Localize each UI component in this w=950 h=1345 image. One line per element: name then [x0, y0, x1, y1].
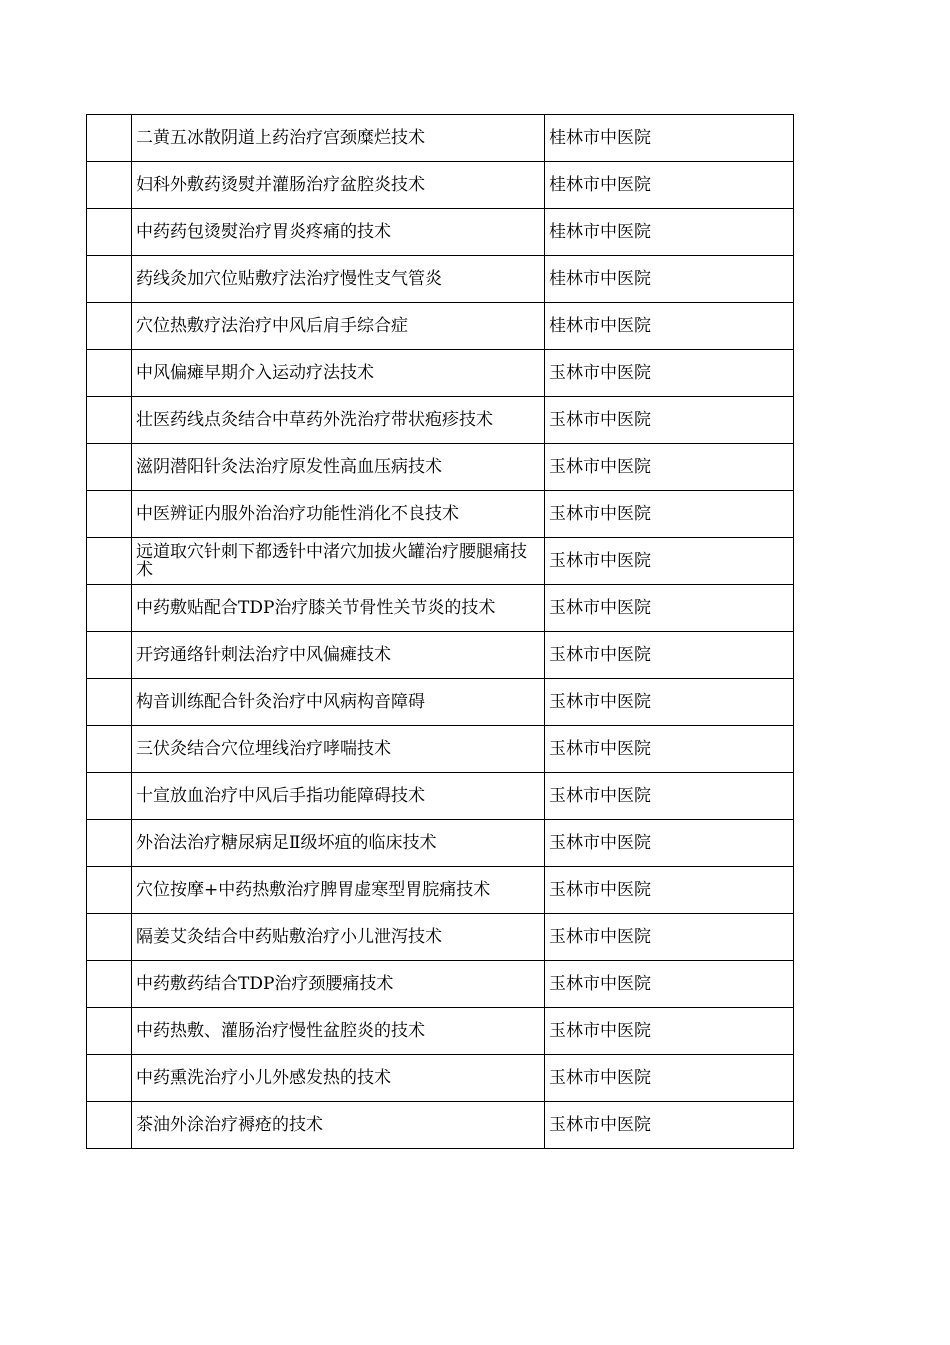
- row-index-cell: [87, 820, 132, 867]
- hospital-cell: 玉林市中医院: [545, 679, 794, 726]
- technique-name-cell: 茶油外涂治疗褥疮的技术: [132, 1102, 545, 1149]
- table-row: [87, 632, 794, 679]
- hospital-cell: 桂林市中医院: [545, 115, 794, 162]
- data-table: [86, 114, 794, 1149]
- hospital-cell: 玉林市中医院: [545, 632, 794, 679]
- hospital-cell: 玉林市中医院: [545, 491, 794, 538]
- technique-name-cell: 远道取穴针刺下都透针中渚穴加拔火罐治疗腰腿痛技术: [132, 538, 545, 585]
- technique-name-cell: 二黄五冰散阴道上药治疗宫颈糜烂技术: [132, 115, 545, 162]
- hospital-cell: 玉林市中医院: [545, 585, 794, 632]
- technique-name-cell: 开窍通络针刺法治疗中风偏瘫技术: [132, 632, 545, 679]
- hospital-cell: 玉林市中医院: [545, 1102, 794, 1149]
- table-row: [87, 1102, 794, 1149]
- table-row: [87, 914, 794, 961]
- table-row: [87, 303, 794, 350]
- row-index-cell: [87, 491, 132, 538]
- table-row: [87, 867, 794, 914]
- row-index-cell: [87, 632, 132, 679]
- row-index-cell: [87, 397, 132, 444]
- technique-name-cell: 药线灸加穴位贴敷疗法治疗慢性支气管炎: [132, 256, 545, 303]
- row-index-cell: [87, 679, 132, 726]
- hospital-cell: 桂林市中医院: [545, 162, 794, 209]
- technique-name-cell: 十宣放血治疗中风后手指功能障碍技术: [132, 773, 545, 820]
- technique-name-cell: 滋阴潜阳针灸法治疗原发性高血压病技术: [132, 444, 545, 491]
- row-index-cell: [87, 350, 132, 397]
- table-row: [87, 726, 794, 773]
- row-index-cell: [87, 914, 132, 961]
- hospital-cell: 玉林市中医院: [545, 820, 794, 867]
- row-index-cell: [87, 538, 132, 585]
- row-index-cell: [87, 303, 132, 350]
- row-index-cell: [87, 726, 132, 773]
- hospital-cell: 玉林市中医院: [545, 961, 794, 1008]
- row-index-cell: [87, 444, 132, 491]
- table-row: [87, 209, 794, 256]
- table-row: [87, 350, 794, 397]
- row-index-cell: [87, 1102, 132, 1149]
- row-index-cell: [87, 209, 132, 256]
- technique-name-cell: 妇科外敷药烫熨并灌肠治疗盆腔炎技术: [132, 162, 545, 209]
- row-index-cell: [87, 1055, 132, 1102]
- hospital-cell: 玉林市中医院: [545, 538, 794, 585]
- hospital-cell: 玉林市中医院: [545, 444, 794, 491]
- table-body: [87, 115, 794, 1149]
- table-row: [87, 256, 794, 303]
- table-row: [87, 773, 794, 820]
- technique-name-cell: 中医辨证内服外治治疗功能性消化不良技术: [132, 491, 545, 538]
- technique-name-cell: 隔姜艾灸结合中药贴敷治疗小儿泄泻技术: [132, 914, 545, 961]
- hospital-cell: 玉林市中医院: [545, 1008, 794, 1055]
- row-index-cell: [87, 1008, 132, 1055]
- technique-name-cell: 穴位按摩+中药热敷治疗脾胃虚寒型胃脘痛技术: [132, 867, 545, 914]
- technique-name-cell: 构音训练配合针灸治疗中风病构音障碍: [132, 679, 545, 726]
- technique-name-cell: 三伏灸结合穴位埋线治疗哮喘技术: [132, 726, 545, 773]
- technique-name-cell: 穴位热敷疗法治疗中风后肩手综合症: [132, 303, 545, 350]
- hospital-cell: 玉林市中医院: [545, 397, 794, 444]
- technique-name-cell: 中药热敷、灌肠治疗慢性盆腔炎的技术: [132, 1008, 545, 1055]
- table-row: [87, 491, 794, 538]
- row-index-cell: [87, 585, 132, 632]
- row-index-cell: [87, 867, 132, 914]
- hospital-cell: 玉林市中医院: [545, 914, 794, 961]
- hospital-cell: 玉林市中医院: [545, 773, 794, 820]
- table-row: [87, 961, 794, 1008]
- table-row: [87, 444, 794, 491]
- row-index-cell: [87, 961, 132, 1008]
- technique-name-cell: 壮医药线点灸结合中草药外洗治疗带状疱疹技术: [132, 397, 545, 444]
- technique-name-cell: 外治法治疗糖尿病足Ⅱ级坏疽的临床技术: [132, 820, 545, 867]
- table-row: [87, 820, 794, 867]
- table-row: [87, 162, 794, 209]
- table-row: [87, 1008, 794, 1055]
- row-index-cell: [87, 256, 132, 303]
- technique-name-cell: 中药熏洗治疗小儿外感发热的技术: [132, 1055, 545, 1102]
- hospital-cell: 玉林市中医院: [545, 1055, 794, 1102]
- hospital-cell: 玉林市中医院: [545, 867, 794, 914]
- table-row: [87, 679, 794, 726]
- technique-name-cell: 中药敷药结合TDP治疗颈腰痛技术: [132, 961, 545, 1008]
- technique-name-cell: 中药药包烫熨治疗胃炎疼痛的技术: [132, 209, 545, 256]
- technique-name-cell: 中药敷贴配合TDP治疗膝关节骨性关节炎的技术: [132, 585, 545, 632]
- row-index-cell: [87, 773, 132, 820]
- table-row: [87, 585, 794, 632]
- hospital-cell: 玉林市中医院: [545, 726, 794, 773]
- table-row: [87, 1055, 794, 1102]
- hospital-cell: 桂林市中医院: [545, 303, 794, 350]
- hospital-cell: 桂林市中医院: [545, 209, 794, 256]
- hospital-cell: 桂林市中医院: [545, 256, 794, 303]
- technique-name-cell: 中风偏瘫早期介入运动疗法技术: [132, 350, 545, 397]
- row-index-cell: [87, 115, 132, 162]
- table-row: [87, 397, 794, 444]
- row-index-cell: [87, 162, 132, 209]
- table-row: [87, 115, 794, 162]
- hospital-cell: 玉林市中医院: [545, 350, 794, 397]
- table-row: [87, 538, 794, 585]
